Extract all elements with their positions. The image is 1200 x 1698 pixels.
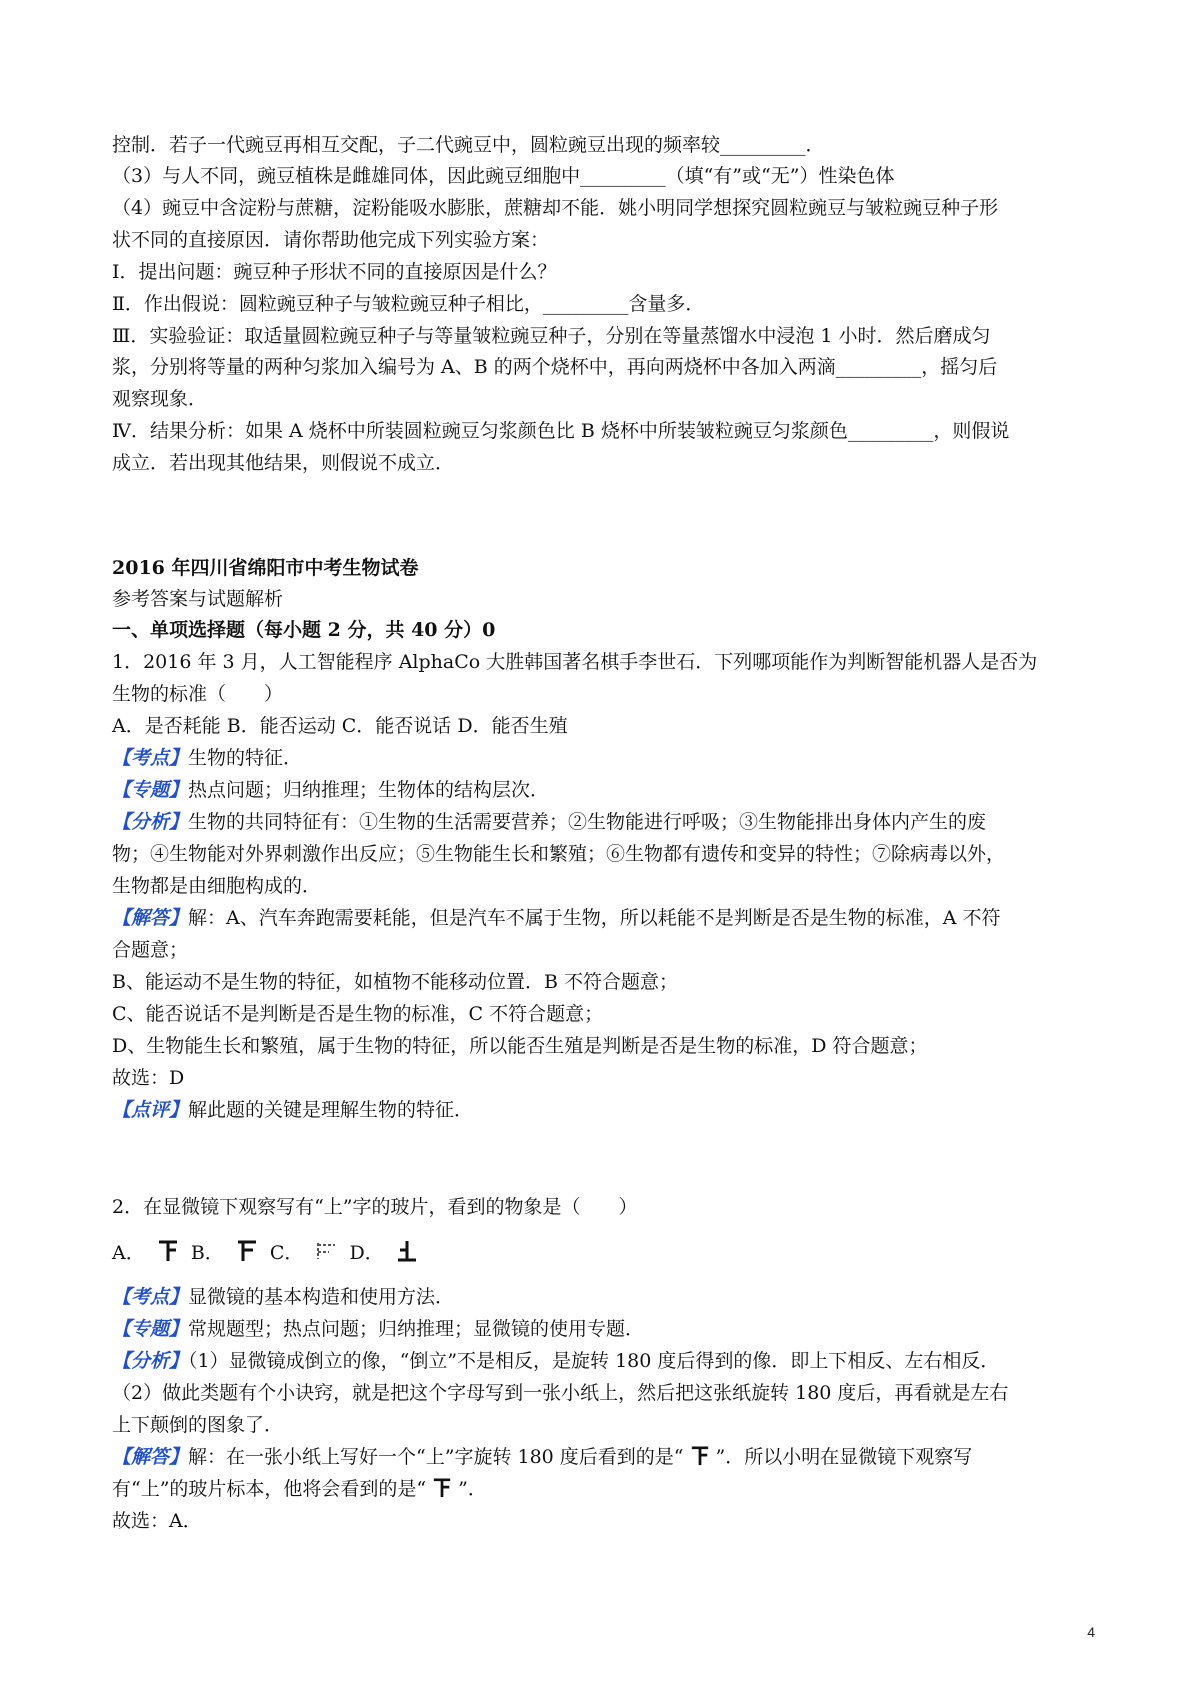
q1-zhuanti: [112, 775, 549, 805]
q2-jieda: [112, 1474, 487, 1504]
jieda-text: 解：A、汽车奔跑需要耗能，但是汽车不属于生物，所以耗能不是判断是否是生物的标准，A 不符: [188, 907, 1001, 929]
option-a-glyph-icon: [157, 1239, 179, 1263]
q2-fenxi: 上下颠倒的图象了．: [112, 1414, 284, 1436]
q1-fenxi: 物；④生物能对外界刺激作出反应；⑤生物能生长和繁殖；⑥生物都有遗传和变异的特性；⑦除病毒以外，: [112, 843, 1006, 865]
q2-choice: 故选：A．: [112, 1510, 202, 1532]
q1-options: A．是否耗能 B．能否运动 C．能否说话 D．能否生殖: [112, 715, 568, 737]
text-line: Ⅱ．作出假说：圆粒豌豆种子与皱粒豌豆种子相比，_________含量多．: [112, 293, 705, 315]
option-d-glyph-icon: [396, 1239, 418, 1263]
option-c-glyph-icon: [315, 1239, 337, 1263]
text-line: 控制．若子一代豌豆再相互交配，子二代豌豆中，圆粒豌豆出现的频率较_________．: [112, 134, 825, 156]
q2-fenxi: [112, 1346, 999, 1376]
q1-kaodian: [112, 743, 302, 773]
q1-fenxi: 生物都是由细胞构成的．: [112, 875, 322, 897]
kaodian-tag: 【考点】: [112, 747, 189, 769]
exam-title: 2016 年四川省绵阳市中考生物试卷: [112, 557, 419, 579]
text-line: （3）与人不同，豌豆植株是雌雄同体，因此豌豆细胞中_________（填“有”或“无”）性染色体: [112, 165, 895, 187]
jieda-text: 解：在一张小纸上写好一个“上”字旋转 180 度后看到的是“: [188, 1446, 684, 1468]
jieda-text: ”．所以小明在显微镜下观察写: [715, 1446, 973, 1468]
option-b-label: B．: [190, 1242, 224, 1264]
q1-choice: 故选：D: [112, 1067, 185, 1089]
text-line: 成立．若出现其他结果，则假说不成立．: [112, 452, 455, 474]
text-line: 观察现象．: [112, 388, 208, 410]
kaodian-text: 显微镜的基本构造和使用方法．: [188, 1286, 455, 1308]
exam-subtitle: 参考答案与试题解析: [112, 588, 284, 610]
q1-jieda: B、能运动不是生物的特征，如植物不能移动位置．B 不符合题意；: [112, 971, 678, 993]
option-a-label: A．: [112, 1242, 145, 1264]
q1-jieda: 合题意；: [112, 939, 189, 961]
q1-stem: 生物的标准（ ）: [112, 683, 284, 705]
text-line: 状不同的直接原因．请你帮助他完成下列实验方案：: [112, 229, 550, 251]
q1-jieda: C、能否说话不是判断是否是生物的标准，C 不符合题意；: [112, 1003, 604, 1025]
jieda-tag: 【解答】: [112, 1446, 189, 1468]
q2-options: [112, 1238, 424, 1268]
q2-stem: 2．在显微镜下观察写有“上”字的玻片，看到的物象是（ ）: [112, 1196, 638, 1218]
jieda-text: 有“上”的玻片标本，他将会看到的是“: [112, 1478, 427, 1500]
fenxi-text: 生物的共同特征有：①生物的生活需要营养；②生物能进行呼吸；③生物能排出身体内产生的废: [188, 811, 987, 833]
zhuanti-text: 常规题型；热点问题；归纳推理；显微镜的使用专题．: [188, 1318, 645, 1340]
q1-dianping: [112, 1095, 473, 1125]
q2-zhuanti: [112, 1314, 644, 1344]
jieda-text: ”．: [458, 1478, 487, 1500]
zhuanti-text: 热点问题；归纳推理；生物体的结构层次．: [188, 779, 550, 801]
q2-kaodian: [112, 1282, 454, 1312]
kaodian-tag: 【考点】: [112, 1286, 189, 1308]
fenxi-tag: 【分析】: [112, 1350, 189, 1372]
dianping-tag: 【点评】: [112, 1099, 189, 1121]
section-heading: 一、单项选择题（每小题 2 分，共 40 分）0: [112, 619, 496, 641]
zhuanti-tag: 【专题】: [112, 1318, 189, 1340]
dianping-text: 解此题的关键是理解生物的特征．: [188, 1099, 474, 1121]
kaodian-text: 生物的特征．: [188, 747, 303, 769]
rotated-character-icon: [432, 1477, 452, 1499]
zhuanti-tag: 【专题】: [112, 779, 189, 801]
option-b-glyph-icon: [236, 1239, 258, 1263]
text-line: Ⅲ．实验验证：取适量圆粒豌豆种子与等量皱粒豌豆种子，分别在等量蒸馏水中浸泡 1 小时．然后磨成匀: [112, 325, 991, 347]
fenxi-text: （1）显微镜成倒立的像，“倒立”不是相反，是旋转 180 度后得到的像．即上下相反、左右相反．: [188, 1350, 1000, 1372]
option-d-label: D．: [349, 1242, 384, 1264]
q1-fenxi: [112, 807, 986, 837]
q1-stem: 1．2016 年 3 月，人工智能程序 AlphaCo 大胜韩国著名棋手李世石．下列哪项能作为判断智能机器人是否为: [112, 651, 1038, 673]
rotated-character-icon: [690, 1445, 710, 1467]
q1-jieda: [112, 903, 1001, 933]
text-line: Ⅰ．提出问题：豌豆种子形状不同的直接原因是什么？: [112, 261, 557, 283]
q2-fenxi: （2）做此类题有个小诀窍，就是把这个字母写到一张小纸上，然后把这张纸旋转 180 度后，再看就是左右: [112, 1382, 1009, 1404]
text-line: Ⅳ．结果分析：如果 A 烧杯中所装圆粒豌豆匀浆颜色比 B 烧杯中所装皱粒豌豆匀浆颜色_________，则假说: [112, 420, 1010, 442]
q2-jieda: [112, 1442, 972, 1472]
text-line: （4）豌豆中含淀粉与蔗糖，淀粉能吸水膨胀，蔗糖却不能．姚小明同学想探究圆粒豌豆与皱粒豌豆种子形: [112, 197, 999, 219]
q1-jieda: D、生物能生长和繁殖，属于生物的特征，所以能否生殖是判断是否是生物的标准，D 符合题意；: [112, 1035, 928, 1057]
text-line: 浆，分别将等量的两种匀浆加入编号为 A、B 的两个烧杯中，再向两烧杯中各加入两滴_________，摇匀后: [112, 356, 998, 378]
option-c-label: C．: [269, 1242, 304, 1264]
fenxi-tag: 【分析】: [112, 811, 189, 833]
jieda-tag: 【解答】: [112, 907, 189, 929]
page-number: 4: [1087, 1624, 1095, 1640]
